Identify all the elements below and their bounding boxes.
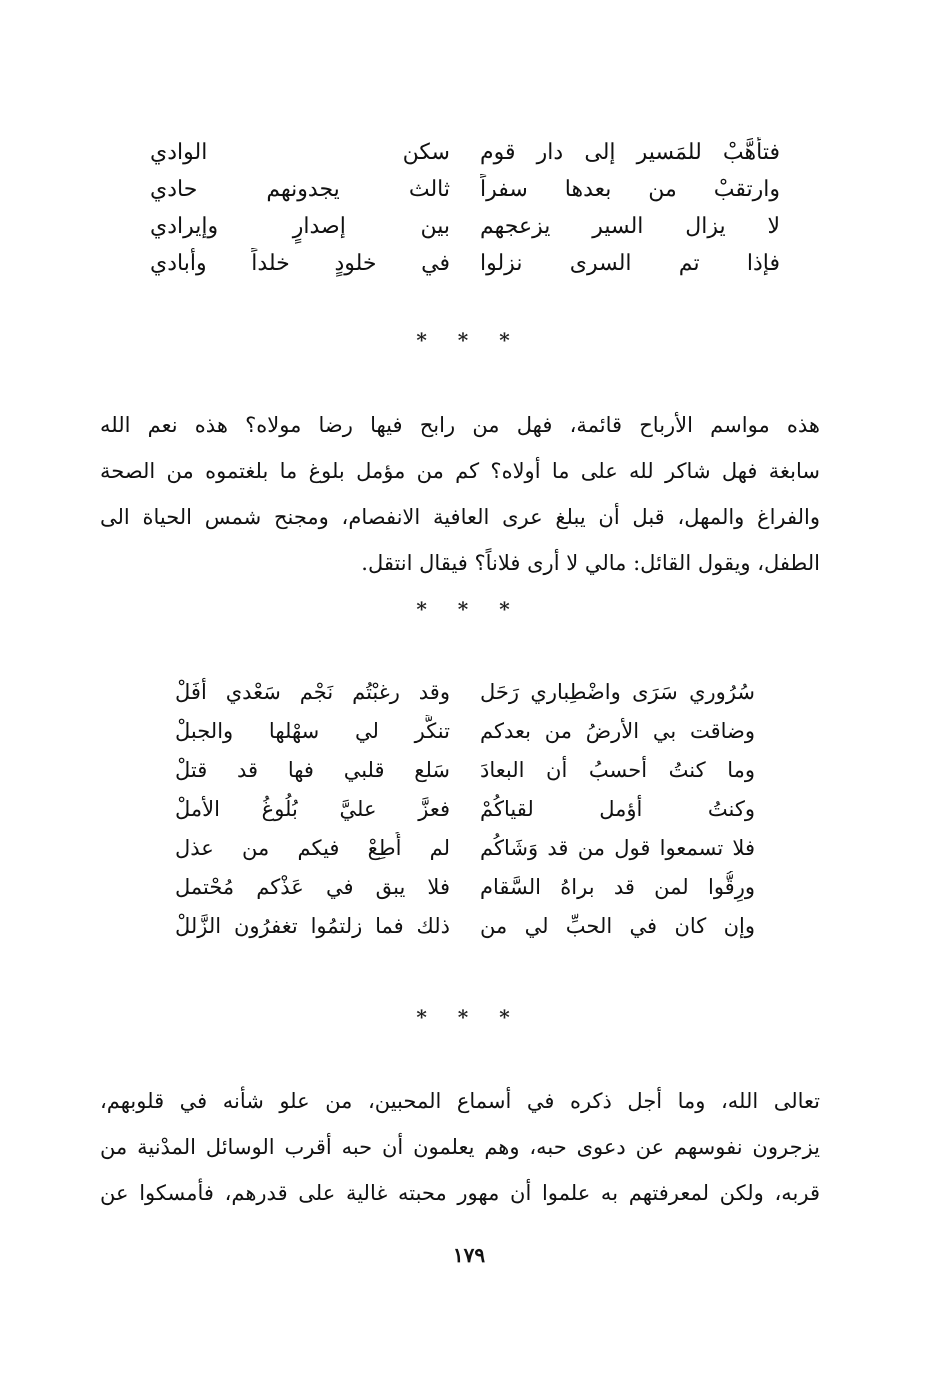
verse-line (150, 211, 780, 248)
poem-second (175, 676, 755, 949)
verse-line (175, 715, 755, 754)
verse-line (150, 248, 780, 285)
verse-first-hemistich: وإن كان في الحبِّ لي من (480, 914, 755, 938)
verse-line (175, 871, 755, 910)
verse-second-hemistich: فلا يبق في عَذْكم مُحْتمل (175, 875, 450, 899)
text-line: سابغة فهل شاكر لله على ما أولاه؟ كم من مؤمل بلوغ ما بلغتموه من الصحة (100, 459, 820, 483)
verse-first-hemistich: وما كنتُ أحسبُ أن البعادَ (480, 758, 755, 782)
text-line: الطفل، ويقول القائل: مالي لا أرى فلاناً؟ فيقال انتقل. (361, 551, 820, 575)
text-line: هذه مواسم الأرباح قائمة، فهل من رابح فيها رضا مولاه؟ هذه نعم الله (100, 413, 820, 437)
verse-line (175, 910, 755, 949)
verse-first-hemistich: لا يزال السير يزعجهم (480, 214, 780, 239)
verse-second-hemistich: بين إصدارٍ وإيرادي (150, 214, 450, 239)
text-line: يزجرون نفوسهم عن دعوى حبه، وهم يعلمون أن حبه أقرب الوسائل المدْنية من (100, 1135, 820, 1159)
verse-first-hemistich: وضاقت بي الأرضُ من بعدكم (480, 719, 755, 743)
separator-2: * * * (416, 597, 522, 621)
verse-line (150, 174, 780, 211)
verse-first-hemistich: وكنتُ أؤمل لقياكُمْ (480, 797, 755, 821)
verse-line (175, 793, 755, 832)
verse-first-hemistich: سُرُوري سَرَى واضْطِباري رَحَل (480, 680, 755, 704)
poem-first (150, 137, 780, 285)
text-line: تعالى الله، وما أجل ذكره في أسماع المحبين، من علو شأنه في قلوبهم، (100, 1089, 820, 1113)
verse-second-hemistich: سَلع قلبي فها قد قتلْ (175, 758, 450, 782)
verse-second-hemistich: ذلك فما زلتمُوا تغفرُون الزَّللْ (175, 914, 450, 938)
verse-second-hemistich: لم أُطِعْ فيكم من عذل (175, 836, 450, 860)
verse-first-hemistich: فلا تسمعوا قول من قد وَشَاكُم (480, 836, 755, 860)
verse-line (175, 832, 755, 871)
separator-3: * * * (416, 1005, 522, 1029)
verse-second-hemistich: في خلودٍ خلداً وأبادي (150, 251, 450, 276)
verse-line (175, 676, 755, 715)
text-line: والفراغ والمهل، قبل أن يبلغ عرى العافية الانفصام، ومجنح شمس الحياة الى (100, 505, 820, 529)
verse-line (150, 137, 780, 174)
text-line: قربه، ولكن لمعرفتهم به علموا أن مهور محبته غالية على قدرهم، فأمسكوا عن (100, 1181, 820, 1205)
verse-first-hemistich: وارتقبْ من بعدها سفراً (480, 177, 780, 202)
verse-second-hemistich: فعزَّ عليَّ بُلُوغُ الأملْ (175, 797, 450, 821)
paragraph-second (100, 1078, 820, 1216)
separator-1: * * * (416, 328, 522, 352)
verse-line (175, 754, 755, 793)
verse-first-hemistich: فإذا تم السرى نزلوا (480, 251, 780, 276)
verse-first-hemistich: ورِقُّوا لمن قد براهُ السَّقام (480, 875, 755, 899)
verse-second-hemistich: تنكَّر لي سهْلها والجبلْ (175, 719, 450, 743)
verse-second-hemistich: ثالث يجدونهم حادي (150, 177, 450, 202)
paragraph-first (100, 402, 820, 586)
verse-first-hemistich: فتأهَّبْ للمَسير إلى دار قوم (480, 140, 780, 165)
verse-second-hemistich: سكن الوادي (150, 140, 450, 165)
page-number: ١٧٩ (452, 1243, 486, 1267)
verse-second-hemistich: وقد رغبْتُم نَجْم سَعْدي أفَلْ (175, 680, 450, 704)
